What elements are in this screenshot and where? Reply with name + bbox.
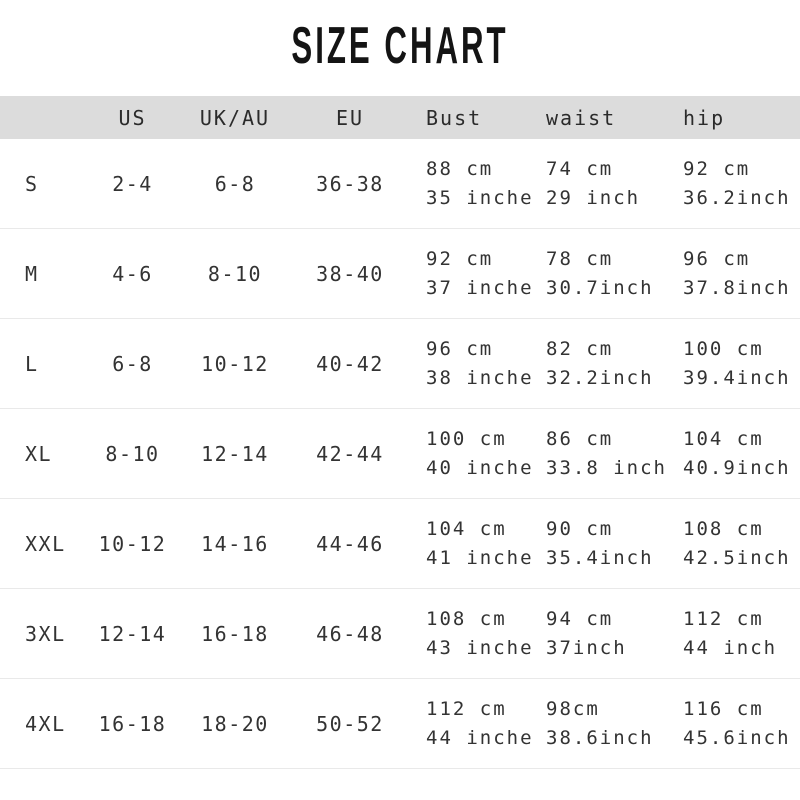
bust-cm: 100 cm: [426, 427, 507, 450]
waist-inch: 35.4inch: [546, 546, 654, 569]
us-cell: 12-14: [98, 621, 167, 646]
hip-cm: 108 cm: [683, 517, 764, 540]
bust-cell: [410, 409, 540, 499]
waist-cell: [540, 589, 675, 679]
eu-cell: 42-44: [316, 441, 384, 466]
us-cell: 10-12: [98, 531, 167, 556]
waist-cm: 86 cm: [546, 427, 614, 450]
size-table: [0, 96, 800, 769]
table-row-l: [0, 319, 800, 409]
bust-cm: 108 cm: [426, 607, 507, 630]
waist-cm: 74 cm: [546, 157, 614, 180]
bust-cell: [410, 319, 540, 409]
hip-cm: 96 cm: [683, 247, 751, 270]
bust-cm: 96 cm: [426, 337, 494, 360]
bust-inch: 41 inche: [426, 546, 534, 569]
hip-cm: 104 cm: [683, 427, 764, 450]
ukau-cell: 8-10: [207, 261, 263, 286]
table-row-4xl: [0, 679, 800, 769]
ukau-cell: 12-14: [201, 441, 269, 466]
hip-inch: 40.9inch: [683, 456, 791, 479]
eu-cell: 44-46: [316, 531, 384, 556]
hip-cm: 100 cm: [683, 337, 764, 360]
eu-cell: 46-48: [316, 621, 384, 646]
bust-cm: 104 cm: [426, 517, 507, 540]
bust-inch: 40 inche: [426, 456, 534, 479]
bust-inch: 44 inche: [426, 726, 534, 749]
column-header-bust: Bust: [410, 96, 540, 139]
waist-cm: 94 cm: [546, 607, 614, 630]
waist-inch: 38.6inch: [546, 726, 654, 749]
bust-cm: 88 cm: [426, 157, 494, 180]
waist-inch: 29 inch: [546, 186, 641, 209]
waist-cell: [540, 139, 675, 229]
table-row-3xl: [0, 589, 800, 679]
eu-cell: 38-40: [316, 261, 384, 286]
ukau-cell: 16-18: [201, 621, 269, 646]
bust-inch: 38 inche: [426, 366, 534, 389]
waist-cm: 82 cm: [546, 337, 614, 360]
waist-cm: 78 cm: [546, 247, 614, 270]
us-cell: 2-4: [112, 171, 153, 196]
us-cell: 8-10: [105, 441, 160, 466]
bust-inch: 35 inche: [426, 186, 534, 209]
waist-cell: [540, 679, 675, 769]
hip-cell: [675, 499, 800, 589]
size-cell: L: [25, 351, 39, 376]
column-header-us: US: [85, 96, 180, 139]
table-row-s: [0, 139, 800, 229]
hip-cm: 116 cm: [683, 697, 764, 720]
size-cell: XXL: [25, 531, 66, 556]
waist-inch: 33.8 inch: [546, 456, 667, 479]
eu-cell: 50-52: [316, 711, 384, 736]
bust-cell: [410, 679, 540, 769]
bust-cell: [410, 139, 540, 229]
size-cell: XL: [25, 441, 53, 466]
hip-cell: [675, 679, 800, 769]
eu-cell: 36-38: [316, 171, 384, 196]
bust-cm: 112 cm: [426, 697, 507, 720]
bust-cell: [410, 499, 540, 589]
hip-inch: 42.5inch: [683, 546, 791, 569]
hip-cm: 92 cm: [683, 157, 751, 180]
column-header-hip: hip: [675, 96, 800, 139]
bust-cm: 92 cm: [426, 247, 494, 270]
ukau-cell: 10-12: [201, 351, 269, 376]
column-header-waist: waist: [540, 96, 675, 139]
bust-inch: 37 inche: [426, 276, 534, 299]
bust-cell: [410, 229, 540, 319]
waist-cell: [540, 499, 675, 589]
size-cell: S: [25, 171, 39, 196]
waist-cm: 98cm: [546, 697, 600, 720]
us-cell: 16-18: [98, 711, 167, 736]
us-cell: 4-6: [112, 261, 153, 286]
hip-inch: 39.4inch: [683, 366, 791, 389]
waist-cm: 90 cm: [546, 517, 614, 540]
ukau-cell: 14-16: [201, 531, 269, 556]
waist-cell: [540, 229, 675, 319]
table-row-xxl: [0, 499, 800, 589]
page-title: [0, 0, 800, 96]
waist-inch: 37inch: [546, 636, 627, 659]
hip-inch: 44 inch: [683, 636, 778, 659]
hip-cell: [675, 589, 800, 679]
column-header-size: [0, 96, 85, 139]
page-title-text: SIZE CHART: [291, 17, 509, 75]
bust-cell: [410, 589, 540, 679]
table-row-m: [0, 229, 800, 319]
column-header-ukau: UK/AU: [180, 96, 290, 139]
table-row-xl: [0, 409, 800, 499]
us-cell: 6-8: [112, 351, 153, 376]
hip-cell: [675, 409, 800, 499]
hip-cell: [675, 319, 800, 409]
bust-inch: 43 inche: [426, 636, 534, 659]
size-cell: 3XL: [25, 621, 66, 646]
column-header-eu: EU: [290, 96, 410, 139]
waist-cell: [540, 409, 675, 499]
waist-inch: 30.7inch: [546, 276, 654, 299]
size-cell: 4XL: [25, 711, 66, 736]
hip-cm: 112 cm: [683, 607, 764, 630]
hip-inch: 45.6inch: [683, 726, 791, 749]
ukau-cell: 6-8: [214, 171, 256, 196]
hip-cell: [675, 139, 800, 229]
table-header-row: [0, 96, 800, 139]
waist-cell: [540, 319, 675, 409]
size-cell: M: [25, 261, 39, 286]
waist-inch: 32.2inch: [546, 366, 654, 389]
eu-cell: 40-42: [316, 351, 384, 376]
ukau-cell: 18-20: [201, 711, 269, 736]
hip-inch: 37.8inch: [683, 276, 791, 299]
hip-inch: 36.2inch: [683, 186, 791, 209]
hip-cell: [675, 229, 800, 319]
